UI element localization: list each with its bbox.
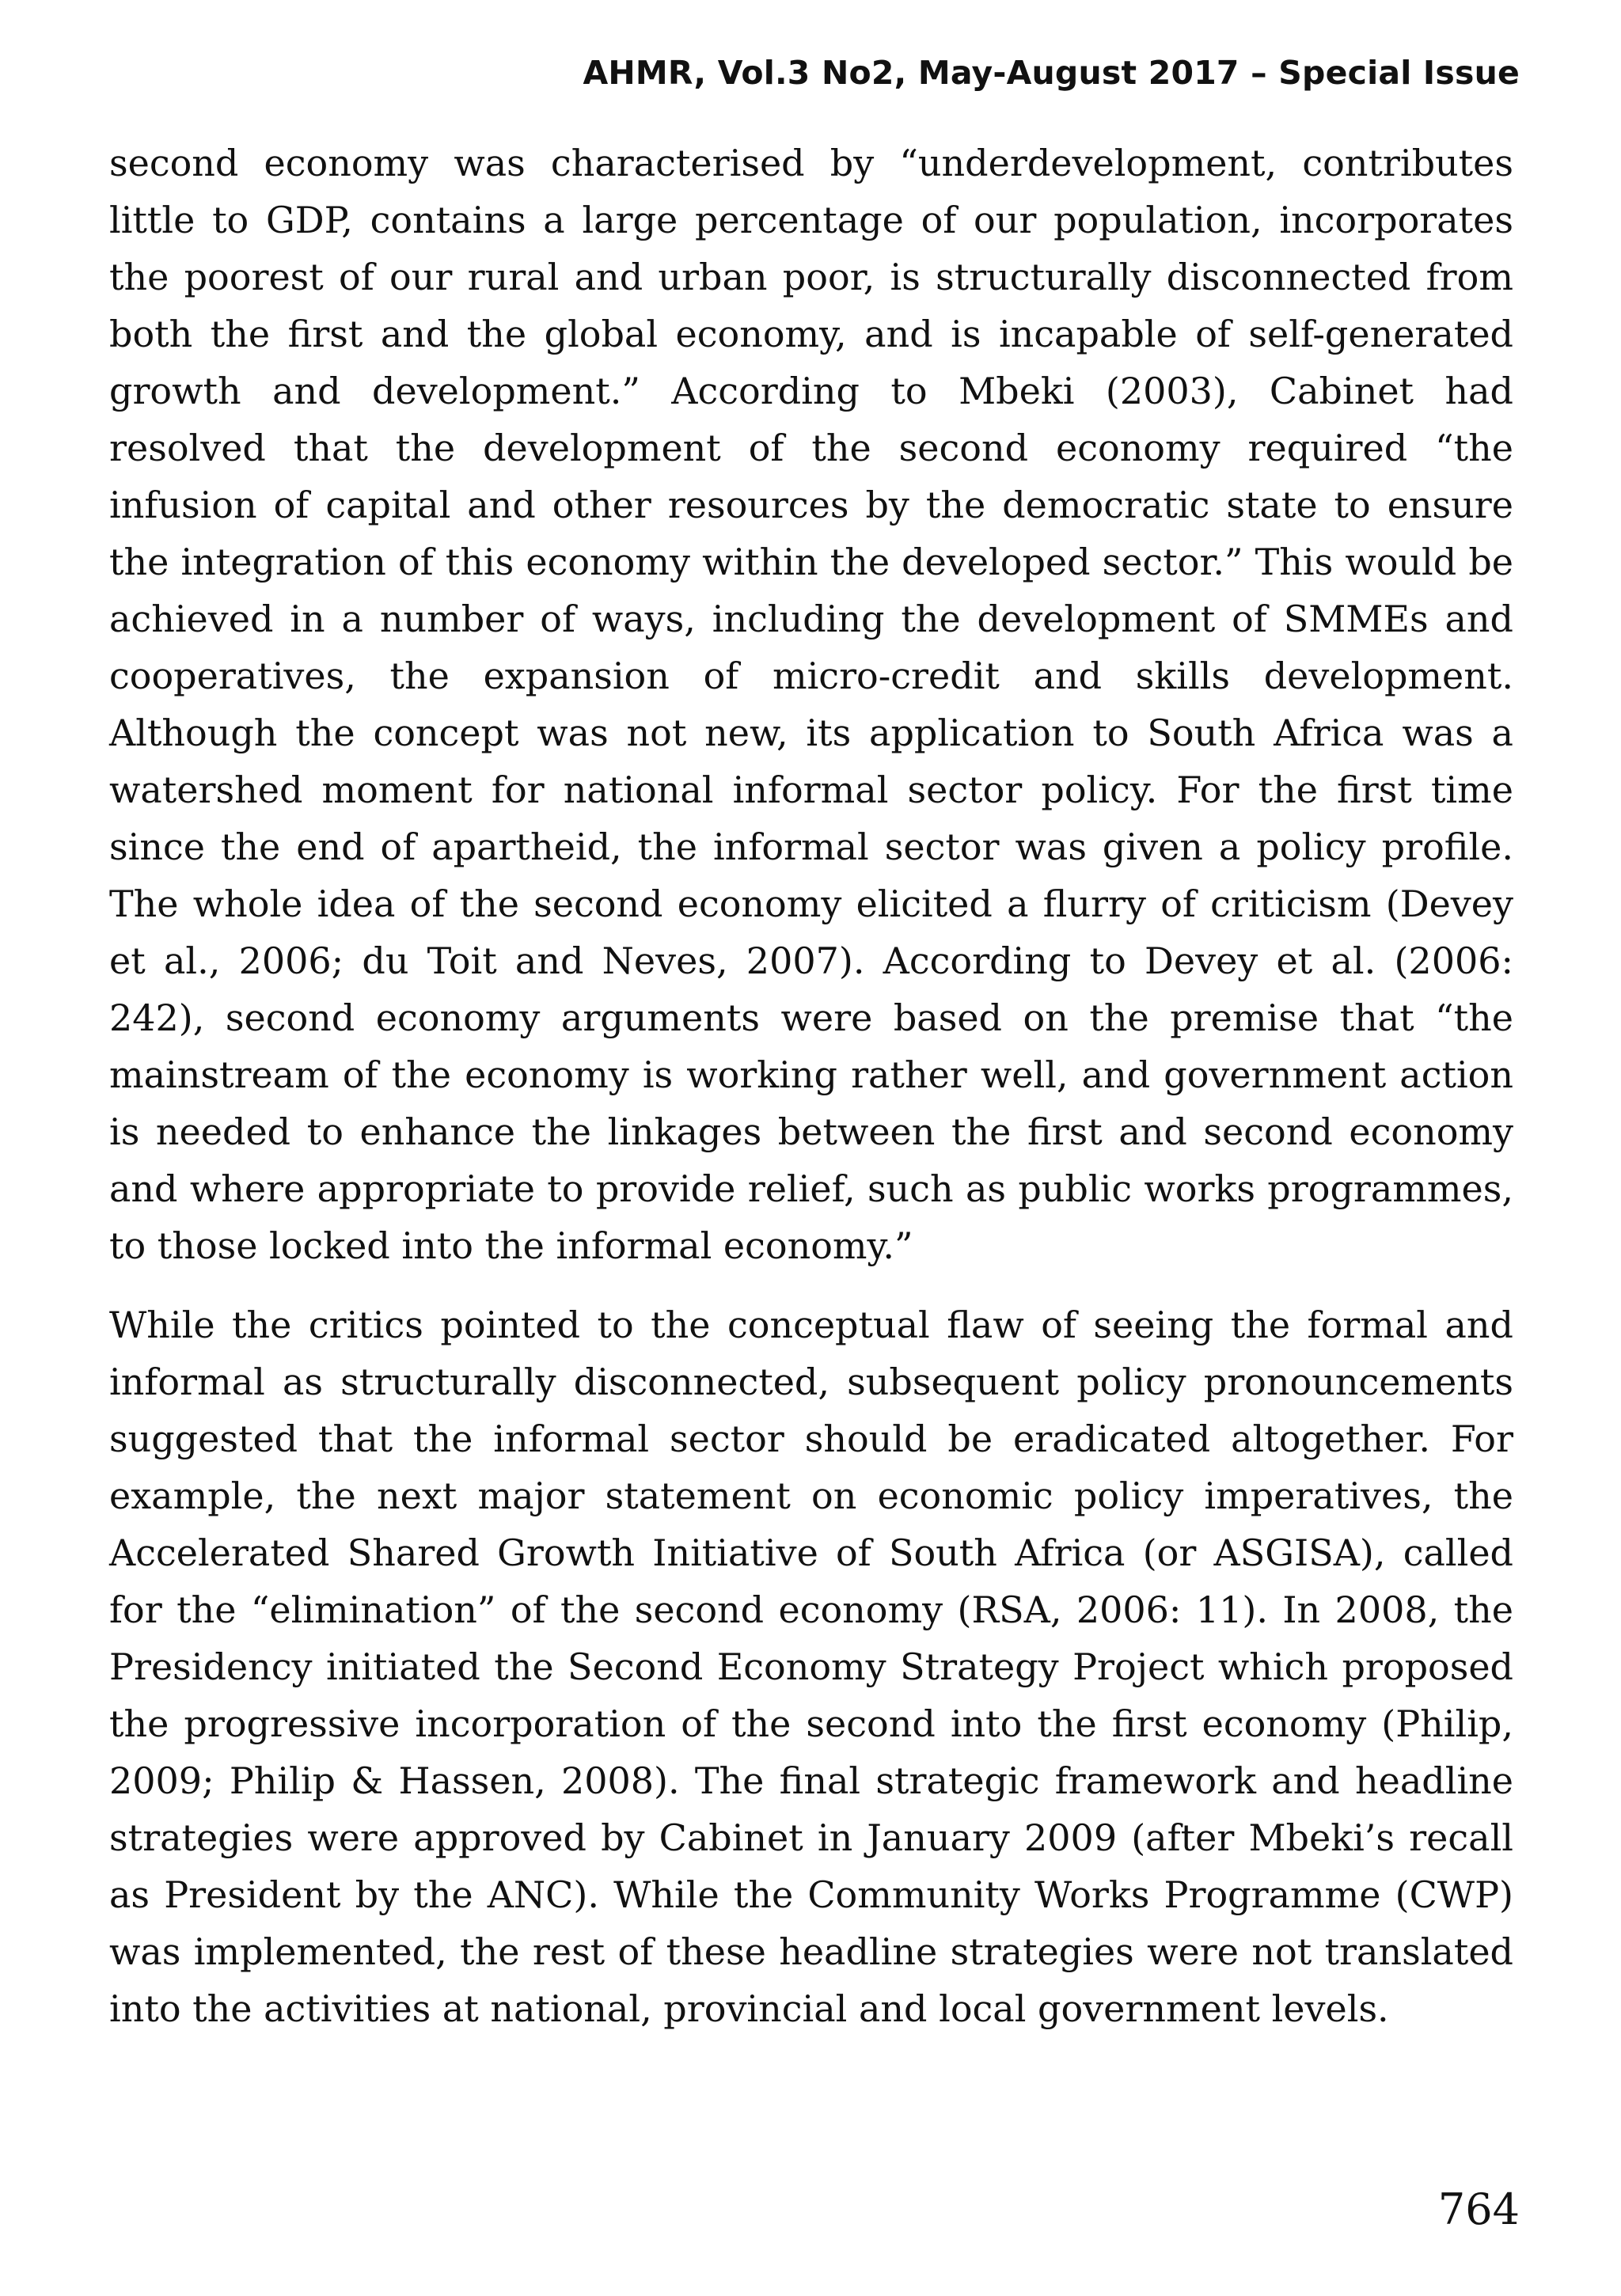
paragraph-2: While the critics pointed to the conceptual flaw of seeing the formal and informal as structurally disconnected, subsequent policy pronouncements suggested that the informal sector should be eradicated altogether. For example, the next major statement on economic policy imperatives, the Accelerated Shared Growth Initiative of South Africa (or ASGISA), called for the “elimination” of the second economy (RSA, 2006: 11). In 2008, the Presidency initiated the Second Economy Strategy Project which proposed the progressive incorporation of the second into the first economy (Philip, 2009; Philip & Hassen, 2008). The final strategic framework and headline strategies were approved by Cabinet in January 2009 (after Mbeki’s recall as President by the ANC). While the Community Works Programme (CWP) was implemented, the rest of these headline strategies were not translated into the activities at national, provincial and local government levels.	[109, 1304, 1513, 2030]
body-text	[109, 135, 1513, 2059]
running-head: AHMR, Vol.3 No2, May-August 2017 – Special Issue	[583, 54, 1520, 92]
page-number: 764	[1437, 2184, 1520, 2234]
paragraph-1: second economy was characterised by “underdevelopment, contributes little to GDP, contains a large percentage of our population, incorporates the poorest of our rural and urban poor, is structurally disconnected from both the first and the global economy, and is incapable of self-generated growth and development.” According to Mbeki (2003), Cabinet had resolved that the development of the second economy required “the infusion of capital and other resources by the democratic state to ensure the integration of this economy within the developed sector.” This would be achieved in a number of ways, including the development of SMMEs and cooperatives, the expansion of micro-credit and skills development. Although the concept was not new, its application to South Africa was a watershed moment for national informal sector policy. For the first time since the end of apartheid, the informal sector was given a policy profile. The whole idea of the second economy elicited a flurry of criticism (Devey et al., 2006; du Toit and Neves, 2007). According to Devey et al. (2006: 242), second economy arguments were based on the premise that “the mainstream of the economy is working rather well, and government action is needed to enhance the linkages between the first and second economy and where appropriate to provide relief, such as public works programmes, to those locked into the informal economy.”	[109, 142, 1513, 1267]
